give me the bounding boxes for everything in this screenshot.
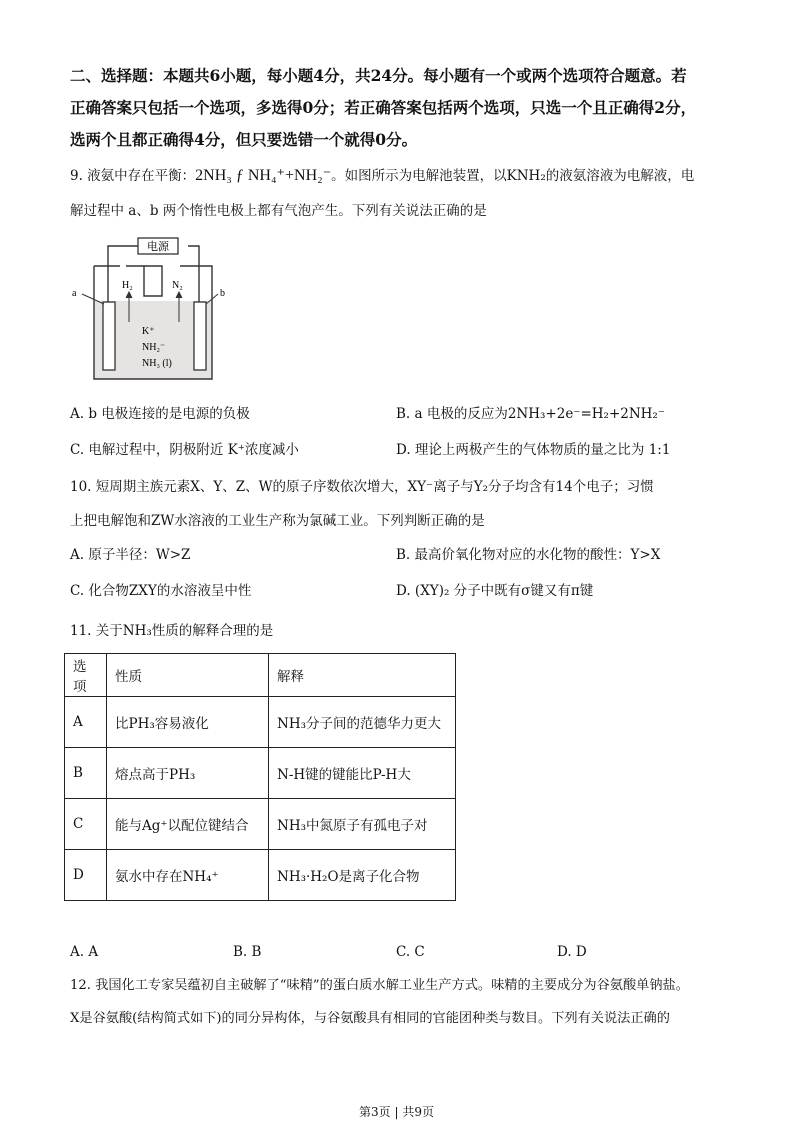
k-ion-label: K⁺ [142, 326, 155, 337]
q11-option-a: A. A [70, 944, 99, 960]
table-cell: 比PH₃容易液化 [107, 697, 269, 748]
table-header-row [65, 654, 456, 697]
table-row [65, 799, 456, 850]
q10-option-b: B. 最高价氧化物对应的水化物的酸性：Y>X [396, 547, 661, 563]
q11-stem: 11. 关于NH₃性质的解释合理的是 [70, 623, 274, 639]
electrode-b-label: b [220, 288, 225, 299]
page-footer: 第3页 | 共9页 [359, 1105, 434, 1119]
electrode-a-label: a [72, 288, 77, 299]
q9-stem-pre: 9. 液氨中存在平衡： [70, 168, 196, 184]
table-cell: 熔点高于PH₃ [107, 748, 269, 799]
q11-table [64, 653, 456, 901]
section-instructions-1: 二、选择题：本题共6小题，每小题4分，共24分。每小题有一个或两个选项符合题意。若 [70, 66, 687, 85]
q10-option-a: A. 原子半径：W>Z [70, 547, 191, 563]
nh3-liquid-label: NH₃ (l) [142, 358, 172, 369]
q9-option-a: A. b 电极连接的是电源的负极 [70, 406, 250, 422]
q11-option-d: D. D [557, 944, 587, 960]
table-row [65, 697, 456, 748]
q9-stem-1 [70, 166, 694, 186]
q11-option-c: C. C [396, 944, 425, 960]
q9-option-d: D. 理论上两极产生的气体物质的量之比为 1:1 [396, 442, 671, 458]
table-row [65, 748, 456, 799]
q10-option-c: C. 化合物ZXY的水溶液呈中性 [70, 583, 252, 599]
table-cell: NH₃中氮原子有孤电子对 [269, 799, 456, 850]
table-cell: C [65, 799, 107, 850]
nh2-ion-label: NH₂⁻ [142, 342, 166, 353]
n2-label: N₂ [172, 280, 183, 291]
q9-stem-2: 解过程中 a、b 两个惰性电极上都有气泡产生。下列有关说法正确的是 [70, 203, 487, 219]
electrolysis-diagram [70, 232, 230, 384]
header-cell: 解释 [269, 654, 456, 697]
table-cell: B [65, 748, 107, 799]
h2-label: H₂ [122, 280, 133, 291]
header-cell: 选项 [65, 654, 107, 697]
table-row [65, 850, 456, 901]
table-cell: A [65, 697, 107, 748]
q9-option-c: C. 电解过程中，阴极附近 K⁺浓度减小 [70, 442, 299, 458]
q12-stem-1: 12. 我国化工专家吴蕴初自主破解了“味精”的蛋白质水解工业生产方式。味精的主要成分为谷氨酸单钠盐。 [70, 978, 689, 993]
q12-stem-2: X是谷氨酸(结构简式如下)的同分异构体，与谷氨酸具有相同的官能团种类与数目。下列有关说法正确的 [70, 1011, 670, 1026]
q9-stem-post: 。如图所示为电解池装置，以KNH₂的液氨溶液为电解液，电 [331, 168, 695, 184]
table-cell: NH₃·H₂O是离子化合物 [269, 850, 456, 901]
q10-option-d: D. (XY)₂ 分子中既有σ键又有π键 [396, 583, 594, 599]
section-instructions-2: 正确答案只包括一个选项，多选得0分；若正确答案包括两个选项，只选一个且正确得2分， [70, 98, 697, 117]
q9-equation: 2NH₃ ƒ NH₄⁺+NH₂⁻ [195, 167, 332, 184]
table-cell: N-H键的键能比P-H大 [269, 748, 456, 799]
table-cell: NH₃分子间的范德华力更大 [269, 697, 456, 748]
table-cell: D [65, 850, 107, 901]
table-cell: 能与Ag⁺以配位键结合 [107, 799, 269, 850]
header-cell: 性质 [107, 654, 269, 697]
q10-stem-1: 10. 短周期主族元素X、Y、Z、W的原子序数依次增大，XY⁻离子与Y₂分子均含有14个电子；习惯 [70, 479, 654, 495]
q9-option-b: B. a 电极的反应为2NH₃+2e⁻=H₂+2NH₂⁻ [396, 406, 665, 422]
section-instructions-3: 选两个且都正确得4分，但只要选错一个就得0分。 [70, 130, 418, 149]
table-cell: 氨水中存在NH₄⁺ [107, 850, 269, 901]
q11-option-b: B. B [233, 944, 262, 960]
power-source-label: 电源 [147, 241, 169, 253]
q10-stem-2: 上把电解饱和ZW水溶液的工业生产称为氯碱工业。下列判断正确的是 [70, 513, 485, 529]
